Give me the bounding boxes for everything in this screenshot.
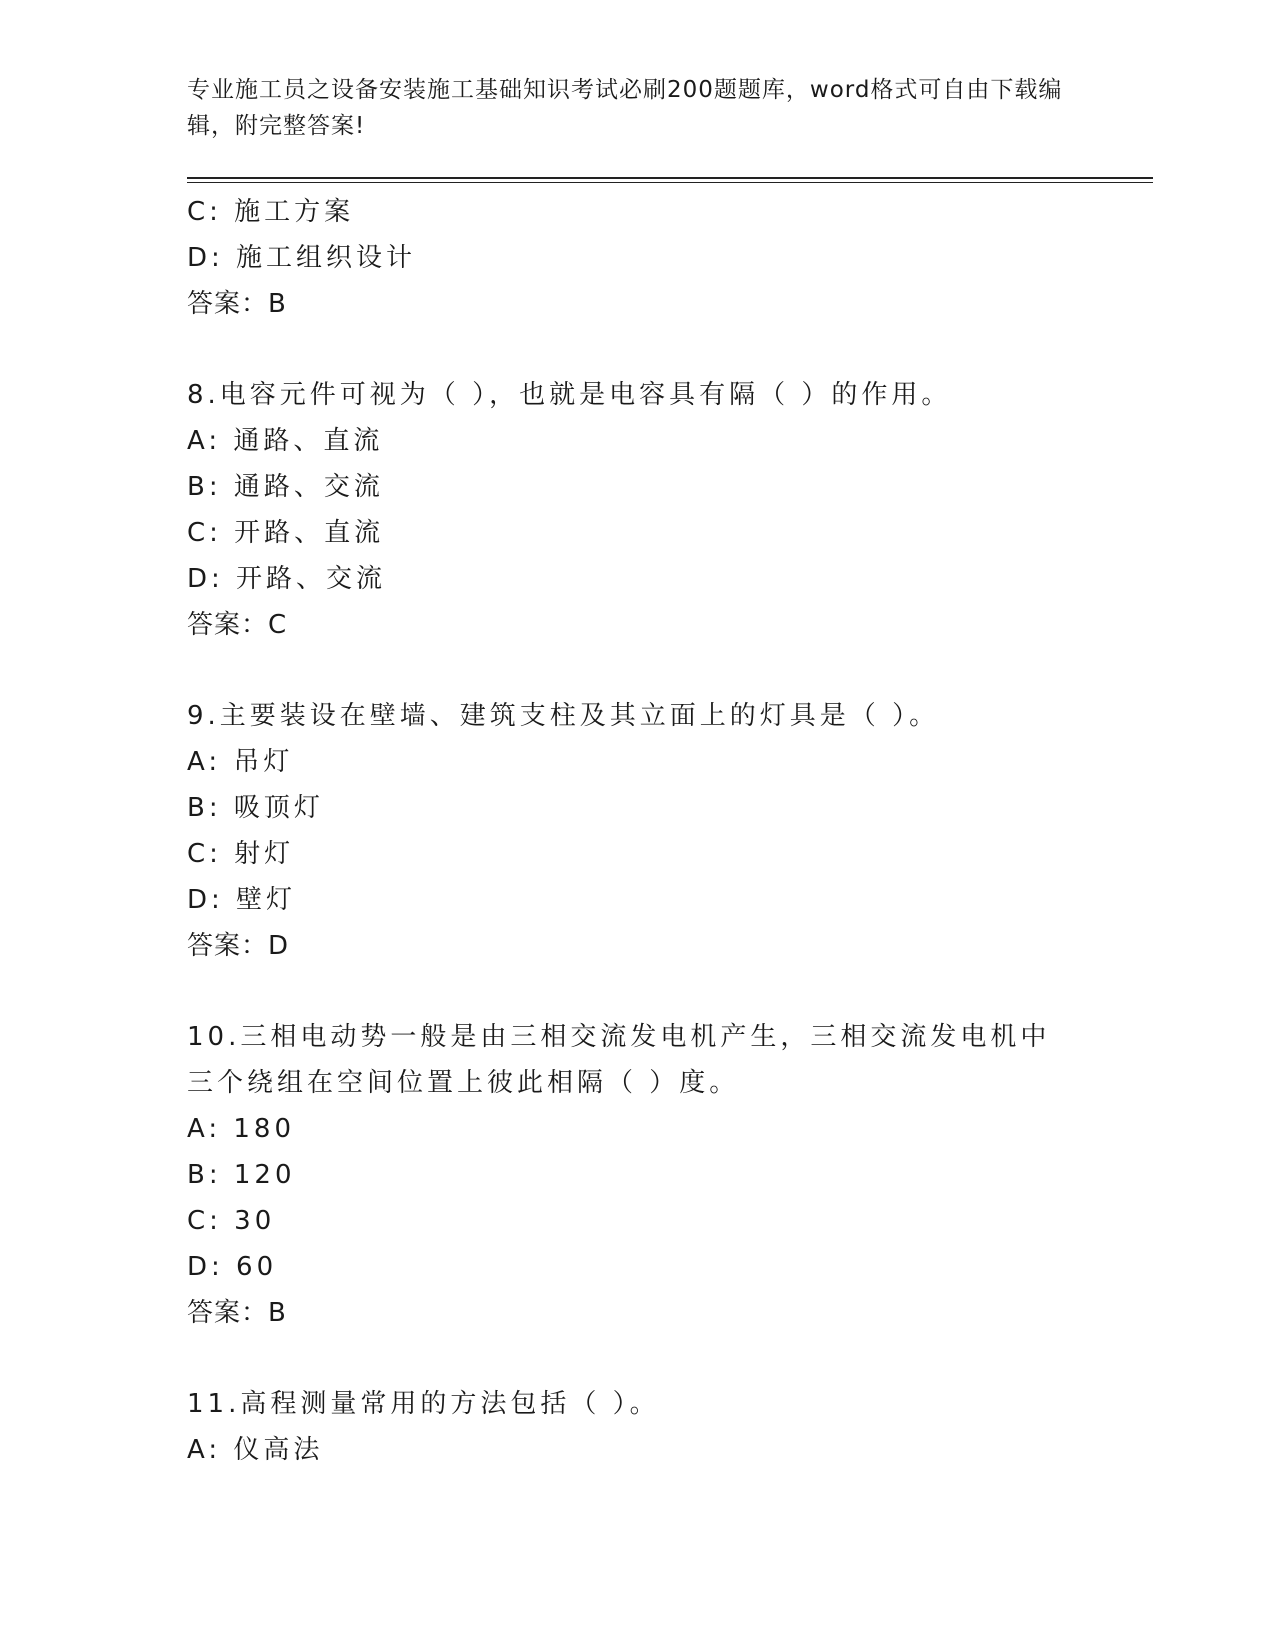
option-c: C: 开路、直流 bbox=[187, 518, 385, 548]
option-c: C: 射灯 bbox=[187, 839, 295, 869]
spacer bbox=[187, 648, 1087, 693]
answer-line: 答案：D bbox=[187, 931, 290, 961]
option-c: C: 30 bbox=[187, 1206, 276, 1236]
option-a: A: 仪高法 bbox=[187, 1435, 324, 1465]
document-header: 专业施工员之设备安装施工基础知识考试必刷200题题库，word格式可自由下载编辑，附完整答案! bbox=[187, 77, 1063, 139]
answer-line: 答案：C bbox=[187, 610, 288, 640]
option-a: A: 吊灯 bbox=[187, 747, 294, 777]
header-rule-thin bbox=[187, 182, 1153, 183]
question-stem: 8.电容元件可视为（ ），也就是电容具有隔（ ）的作用。 bbox=[187, 380, 952, 410]
option-a: A: 180 bbox=[187, 1114, 295, 1144]
spacer bbox=[187, 1336, 1087, 1381]
option-d: D: 开路、交流 bbox=[187, 564, 387, 594]
option-c: C: 施工方案 bbox=[187, 197, 355, 227]
question-stem: 11.高程测量常用的方法包括（ ）。 bbox=[187, 1389, 660, 1419]
spacer bbox=[187, 327, 1087, 372]
option-d: D: 壁灯 bbox=[187, 885, 297, 915]
option-b: B: 吸顶灯 bbox=[187, 793, 324, 823]
option-d: D: 60 bbox=[187, 1252, 278, 1282]
question-stem: 10.三相电动势一般是由三相交流发电机产生，三相交流发电机中三个绕组在空间位置上彼此相隔（ ）度。 bbox=[187, 1022, 1051, 1098]
spacer bbox=[187, 969, 1087, 1014]
option-b: B: 120 bbox=[187, 1160, 296, 1190]
option-b: B: 通路、交流 bbox=[187, 472, 384, 502]
answer-line: 答案：B bbox=[187, 1298, 287, 1328]
answer-line: 答案：B bbox=[187, 289, 287, 319]
header-rule-thick bbox=[187, 177, 1153, 179]
question-stem: 9.主要装设在壁墙、建筑支柱及其立面上的灯具是（ ）。 bbox=[187, 701, 940, 731]
option-a: A: 通路、直流 bbox=[187, 426, 384, 456]
question-list bbox=[187, 189, 1087, 1473]
option-d: D: 施工组织设计 bbox=[187, 243, 417, 273]
